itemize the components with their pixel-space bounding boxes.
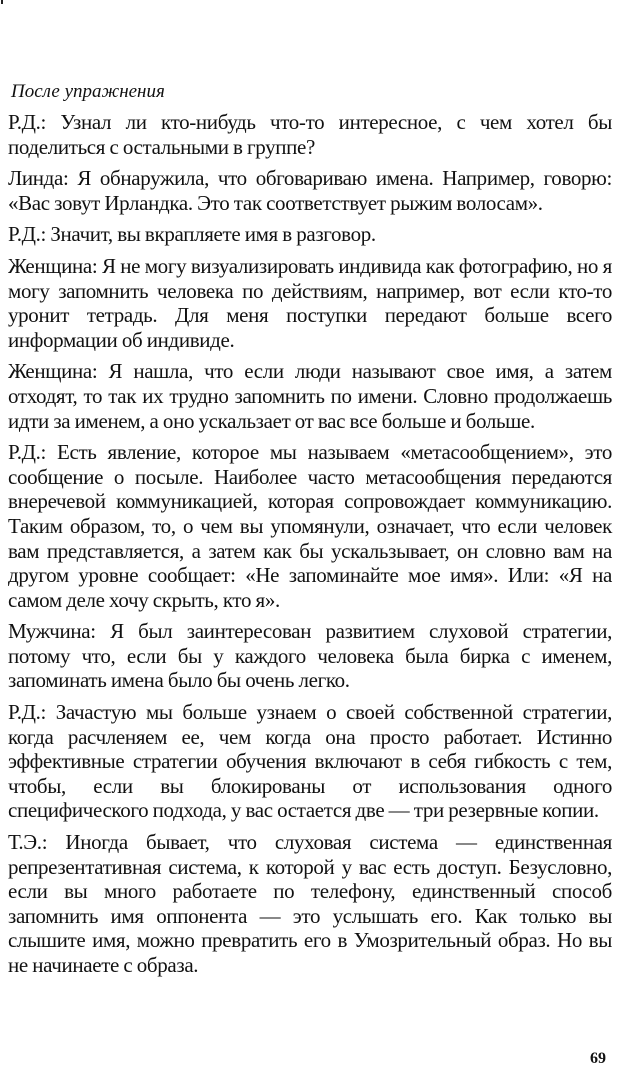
- paragraph-text: Я обнаружила, что обговариваю имена. Например, говорю: «Вас зовут Ирландка. Это так соответствует рыжим волосам».: [8, 166, 612, 215]
- section-heading: После упражнения: [11, 81, 165, 102]
- scan-mark: [1, 0, 3, 4]
- speaker-label: Р.Д.:: [8, 222, 46, 247]
- dialogue-paragraph: [8, 222, 612, 247]
- dialogue-paragraph: [8, 619, 612, 693]
- dialogue-paragraph: [8, 359, 612, 433]
- page-number: 69: [590, 1050, 606, 1067]
- paragraph-text: Я нашла, что если люди называют свое имя, а затем отходят, то так их трудно запомнить по имени. Словно продолжаешь идти за именем, а оно ускальзает от вас все больше и больше.: [8, 359, 612, 433]
- dialogue-paragraph: [8, 166, 612, 215]
- dialogue-paragraph: [8, 830, 612, 978]
- paragraph-text: Зачастую мы больше узнаем о своей собственной стратегии, когда расчленяем ее, чем когда она просто работает. Истинно эффективные стратегии обучения включают в себя гибкость с тем, чтобы, если вы блокированы от использования одного специфического подхода, у вас остается две — три резервные копии.: [8, 700, 612, 823]
- speaker-label: Р.Д.:: [8, 440, 46, 465]
- speaker-label: Женщина:: [8, 253, 98, 278]
- speaker-label: Линда:: [8, 166, 69, 191]
- dialogue-paragraph: [8, 110, 612, 159]
- speaker-label: Т.Э.:: [8, 830, 48, 855]
- speaker-label: Р.Д.:: [8, 110, 46, 134]
- speaker-label: Женщина:: [8, 359, 98, 384]
- paragraph-text: Иногда бывает, что слуховая система — единственная репрезентативная система, к которой у вас есть доступ. Безусловно, если вы много работаете по телефону, единственный способ запомнить имя оппонента — это услышать его. Как только вы слышите имя, можно превратить его в Умозрительный образ. Но вы не начинаете с образа.: [8, 830, 612, 977]
- dialogue-paragraph: [8, 440, 612, 612]
- paragraph-text: Узнал ли кто-нибудь что-то интересное, с чем хотел бы поделиться с остальными в группе?: [8, 110, 612, 159]
- paragraph-text: Я был заинтересован развитием слуховой стратегии, потому что, если бы у каждого человека была бирка с именем, запоминать имена было бы очень легко.: [8, 619, 612, 693]
- speaker-label: Р.Д.:: [8, 700, 46, 725]
- paragraph-text: Значит, вы вкрапляете имя в разговор.: [50, 222, 376, 247]
- paragraph-text: Есть явление, которое мы называем «метасообщением», это сообщение о посыле. Наиболее часто метасообщения передаются внеречевой коммуникацией, которая сопровождает коммуникацию. Таким образом, то, о чем вы упомянули, означает, что если человек вам представляется, а затем как бы ускальзывает, он словно вам на другом уровне сообщает: «Не запоминайте мое имя». Или: «Я на самом деле хочу скрыть, кто я».: [8, 440, 612, 612]
- dialogue-paragraph: [8, 254, 612, 352]
- speaker-label: Мужчина:: [8, 619, 96, 644]
- dialogue-paragraph: [8, 700, 612, 823]
- page-body: [8, 80, 612, 985]
- paragraph-text: Я не могу визуализировать индивида как фотографию, но я могу запомнить человека по действиям, например, вот если кто-то уронит тетрадь. Для меня поступки передают больше всего информации об индивиде.: [8, 253, 612, 352]
